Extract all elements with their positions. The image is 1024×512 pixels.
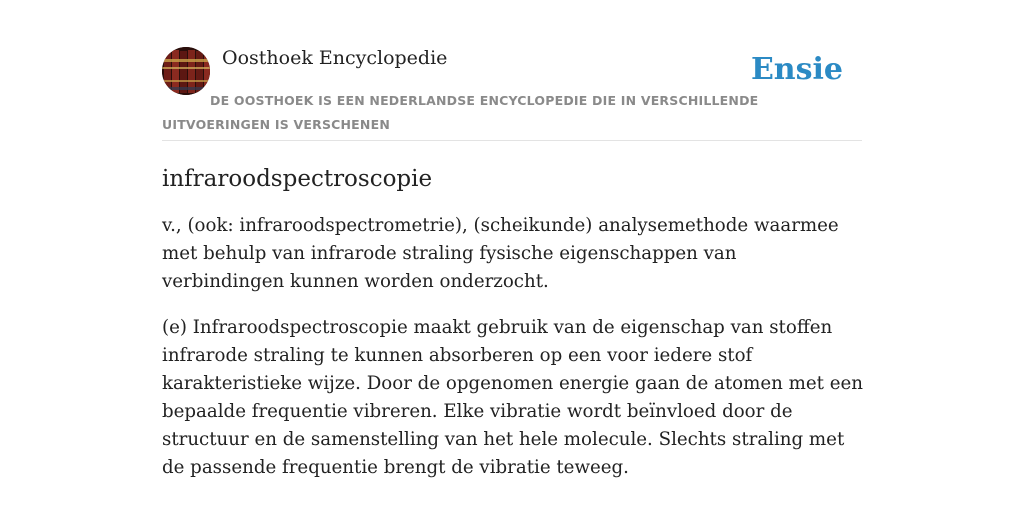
source-title[interactable]: Oosthoek Encyclopedie [222, 47, 448, 69]
source-avatar[interactable] [162, 47, 210, 95]
encyclopedia-books-icon [162, 47, 210, 95]
entry-definition: v., (ook: infraroodspectrometrie), (scheikunde) analysemethode waarmee met behulp van infrarode straling fysische eigenschappen van verbindingen kunnen worden onderzocht. [162, 215, 839, 292]
ensie-logo-link[interactable]: Ensie [750, 52, 843, 87]
entry-title: infraroodspectroscopie [162, 166, 433, 192]
entry-content [162, 160, 864, 500]
entry-paragraph: (e) Infraroodspectroscopie maakt gebruik van de eigenschap van stoffen infrarode straling te kunnen absorberen op een voor iedere stof karakteristieke wijze. Door de opgenomen energie gaan de atomen met een bepaalde frequentie vibreren. Elke vibratie wordt beïnvloed door de structuur en de samenstelling van het hele molecule. Slechts straling met de passende frequentie brengt de vibratie teweeg. [162, 317, 863, 478]
source-header [162, 45, 862, 141]
source-tagline: DE OOSTHOEK IS EEN NEDERLANDSE ENCYCLOPEDIE DIE IN VERSCHILLENDE UITVOERINGEN IS VERSCHENEN [162, 93, 759, 132]
